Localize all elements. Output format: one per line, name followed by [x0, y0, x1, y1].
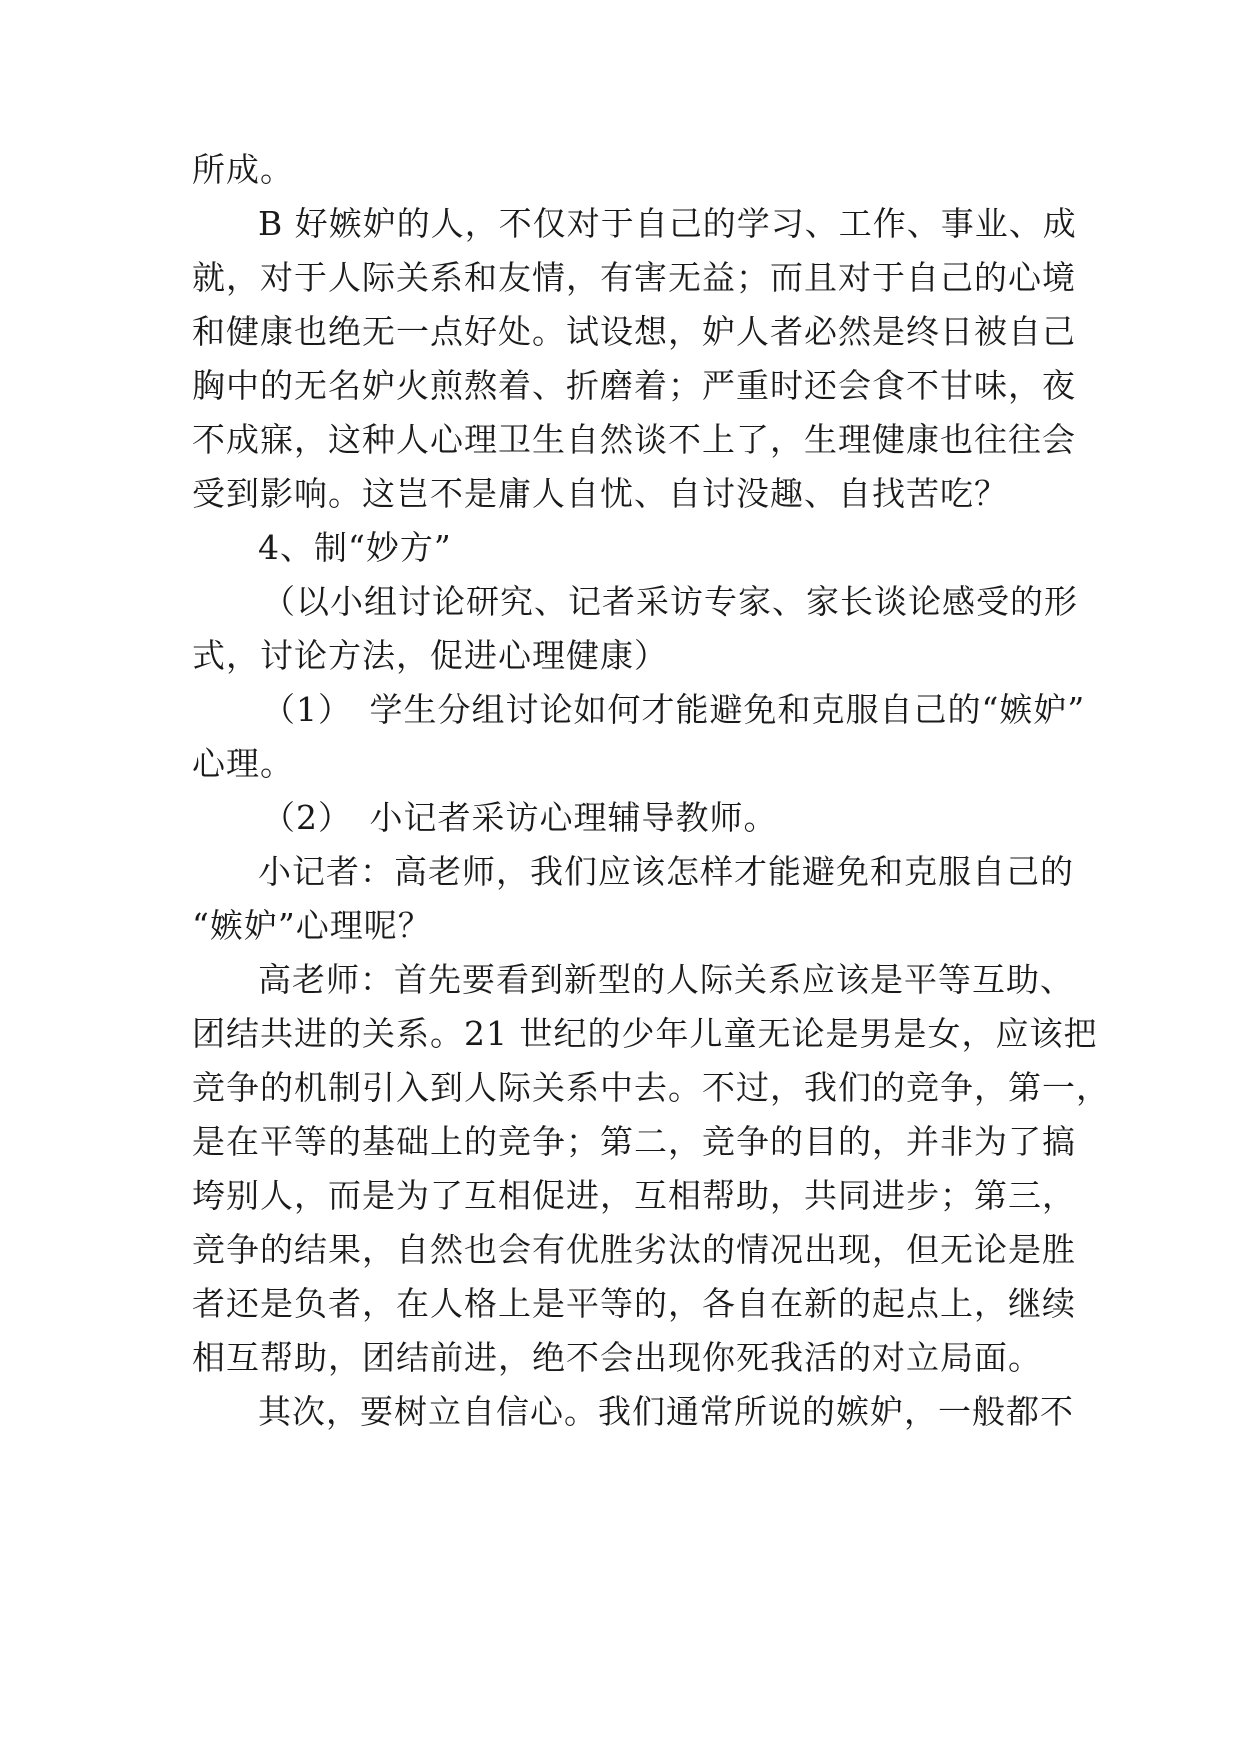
text-line: 竞争的结果，自然也会有优胜劣汰的情况出现，但无论是胜 [192, 1230, 1076, 1269]
text-line: 其次，要树立自信心。我们通常所说的嫉妒，一般都不 [258, 1392, 1074, 1431]
list-item: （2） 小记者采访心理辅导教师。 [262, 798, 778, 837]
text-line: 胸中的无名妒火煎熬着、折磨着；严重时还会食不甘味，夜 [192, 366, 1076, 405]
text-line: 相互帮助，团结前进，绝不会出现你死我活的对立局面。 [192, 1338, 1042, 1377]
text-line: 和健康也绝无一点好处。试设想，妒人者必然是终日被自己 [192, 312, 1076, 351]
text-line: （以小组讨论研究、记者采访专家、家长谈论感受的形 [262, 582, 1078, 621]
text-line: 就，对于人际关系和友情，有害无益；而且对于自己的心境 [192, 258, 1076, 297]
text-line: 高老师：首先要看到新型的人际关系应该是平等互助、 [258, 960, 1074, 999]
text-line: 是在平等的基础上的竞争；第二，竞争的目的，并非为了搞 [192, 1122, 1076, 1161]
text-line: 团结共进的关系。21 世纪的少年儿童无论是男是女，应该把 [192, 1014, 1098, 1053]
list-item: （1） 学生分组讨论如何才能避免和克服自己的“嫉妒” [262, 690, 1086, 729]
text-line: 竞争的机制引入到人际关系中去。不过，我们的竞争，第一， [192, 1068, 1110, 1107]
text-line: 小记者：高老师，我们应该怎样才能避免和克服自己的 [258, 852, 1074, 891]
text-line: 者还是负者，在人格上是平等的，各自在新的起点上，继续 [192, 1284, 1076, 1323]
text-line: 垮别人，而是为了互相促进，互相帮助，共同进步；第三， [192, 1176, 1076, 1215]
text-line: 心理。 [192, 744, 294, 783]
text-line: 式，讨论方法，促进心理健康） [192, 636, 668, 675]
text-line: 不成寐，这种人心理卫生自然谈不上了，生理健康也往往会 [192, 420, 1076, 459]
text-line: 受到影响。这岂不是庸人自忧、自讨没趣、自找苦吃？ [192, 474, 1008, 513]
text-line: B 好嫉妒的人，不仅对于自己的学习、工作、事业、成 [258, 204, 1077, 243]
section-heading: 4、制“妙方” [258, 528, 452, 567]
text-line: “嫉妒”心理呢？ [192, 906, 432, 945]
text-line: 所成。 [192, 150, 294, 189]
